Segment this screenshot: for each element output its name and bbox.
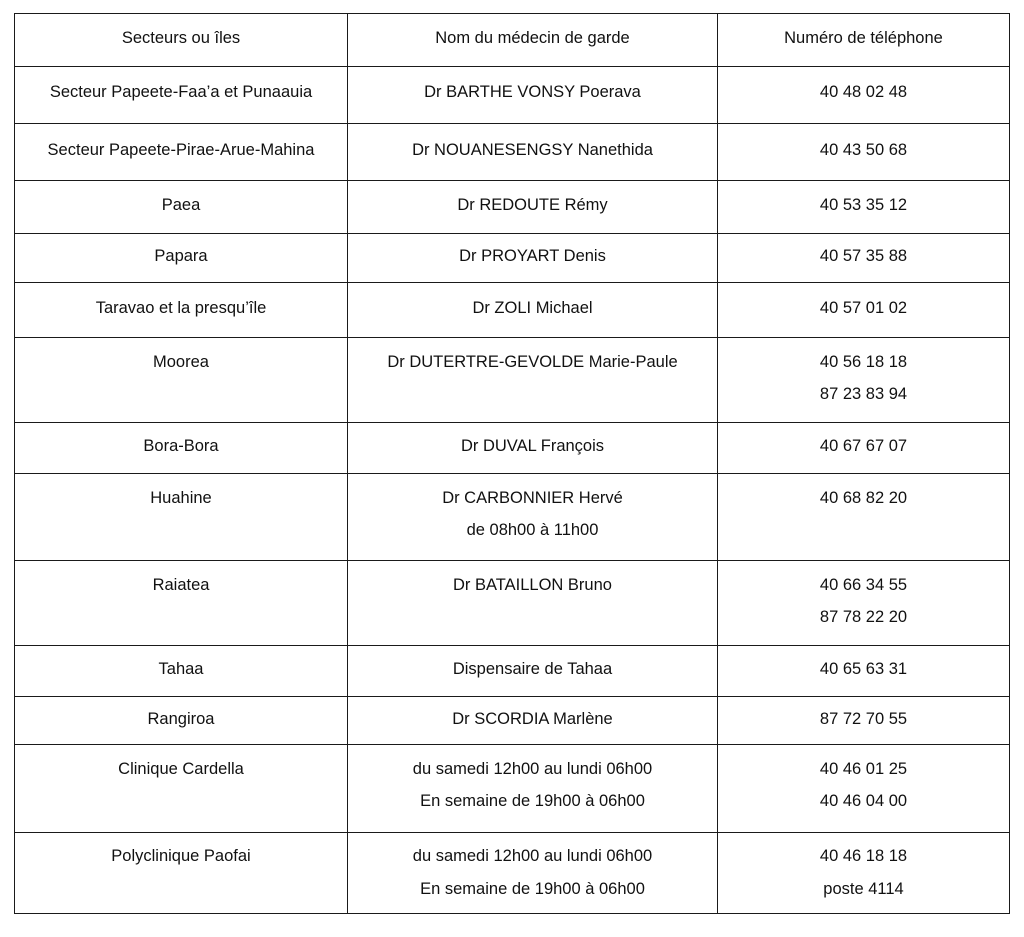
doctor-text: Dr ZOLI Michael <box>472 299 593 317</box>
sector-text: Raiatea <box>152 576 210 594</box>
doctor-cell <box>348 745 718 833</box>
doctor-cell <box>348 124 718 181</box>
doctor-cell <box>348 283 718 338</box>
sector-cell <box>15 561 348 646</box>
sector-cell <box>15 745 348 833</box>
sector-cell <box>15 234 348 283</box>
phone-text: 40 46 01 25 <box>819 760 908 778</box>
table-row <box>15 338 1010 423</box>
doctor-cell <box>348 181 718 234</box>
sector-cell <box>15 833 348 914</box>
phone-text-secondary: 87 78 22 20 <box>819 608 908 626</box>
doctor-hours-text: de 08h00 à 11h00 <box>466 521 599 539</box>
phone-text: 40 48 02 48 <box>819 83 908 101</box>
sector-cell <box>15 338 348 423</box>
phone-cell <box>718 833 1010 914</box>
phone-cell <box>718 181 1010 234</box>
phone-text: 40 43 50 68 <box>819 141 908 159</box>
phone-cell <box>718 234 1010 283</box>
sector-text: Bora-Bora <box>143 437 219 455</box>
sector-text: Papara <box>154 247 208 265</box>
table-row <box>15 646 1010 697</box>
table-row <box>15 745 1010 833</box>
header-sector <box>15 14 348 67</box>
phone-cell <box>718 745 1010 833</box>
sector-text: Taravao et la presqu’île <box>95 299 267 317</box>
phone-text: 40 57 35 88 <box>819 247 908 265</box>
doctor-cell <box>348 67 718 124</box>
table-row <box>15 283 1010 338</box>
doctor-text: Dr PROYART Denis <box>459 247 606 265</box>
doctor-hours-text: En semaine de 19h00 à 06h00 <box>420 792 645 810</box>
table-row <box>15 697 1010 745</box>
phone-text: 87 72 70 55 <box>819 710 908 728</box>
sector-text: Huahine <box>150 489 212 507</box>
doctor-text: Dr NOUANESENGSY Nanethida <box>412 141 653 159</box>
phone-cell <box>718 423 1010 474</box>
doctor-cell <box>348 833 718 914</box>
phone-cell <box>718 697 1010 745</box>
sector-cell <box>15 283 348 338</box>
sector-text: Tahaa <box>158 660 204 678</box>
phone-text: 40 53 35 12 <box>819 196 908 214</box>
phone-text: 40 46 18 18 <box>819 847 908 865</box>
phone-text: 40 57 01 02 <box>819 299 908 317</box>
sector-text: Clinique Cardella <box>118 760 244 778</box>
doctor-cell <box>348 474 718 561</box>
on-call-doctors-table <box>14 13 1010 914</box>
sector-text: Moorea <box>153 353 209 371</box>
sector-cell <box>15 423 348 474</box>
header-row <box>15 14 1010 67</box>
phone-text: 40 65 63 31 <box>819 660 908 678</box>
doctor-text: du samedi 12h00 au lundi 06h00 <box>412 847 653 865</box>
doctor-cell <box>348 338 718 423</box>
doctor-hours-text: En semaine de 19h00 à 06h00 <box>420 880 645 898</box>
doctor-cell <box>348 561 718 646</box>
doctor-cell <box>348 234 718 283</box>
doctor-cell <box>348 697 718 745</box>
header-doctor-text: Nom du médecin de garde <box>435 29 630 47</box>
table-row <box>15 124 1010 181</box>
sector-cell <box>15 474 348 561</box>
phone-text: 40 68 82 20 <box>819 489 908 507</box>
sector-text: Paea <box>161 196 201 214</box>
phone-cell <box>718 561 1010 646</box>
sector-text: Rangiroa <box>147 710 215 728</box>
sector-cell <box>15 67 348 124</box>
phone-text-secondary: 87 23 83 94 <box>819 385 908 403</box>
sector-cell <box>15 181 348 234</box>
doctor-cell <box>348 423 718 474</box>
sector-text: Secteur Papeete-Faa’a et Punaauia <box>49 83 313 101</box>
phone-text: 40 56 18 18 <box>819 353 908 371</box>
sector-cell <box>15 697 348 745</box>
doctor-text: Dr BARTHE VONSY Poerava <box>424 83 641 101</box>
table-row <box>15 833 1010 914</box>
phone-text-secondary: poste 4114 <box>823 880 904 898</box>
table-row <box>15 561 1010 646</box>
sector-text: Secteur Papeete-Pirae-Arue-Mahina <box>47 141 315 159</box>
phone-text-secondary: 40 46 04 00 <box>819 792 908 810</box>
doctor-text: Dr REDOUTE Rémy <box>457 196 608 214</box>
sector-text: Polyclinique Paofai <box>111 847 251 865</box>
header-doctor <box>348 14 718 67</box>
table-row <box>15 474 1010 561</box>
doctor-text: du samedi 12h00 au lundi 06h00 <box>412 760 653 778</box>
header-sector-text: Secteurs ou îles <box>121 29 241 47</box>
phone-text: 40 67 67 07 <box>819 437 908 455</box>
header-phone <box>718 14 1010 67</box>
doctor-text: Dr SCORDIA Marlène <box>452 710 613 728</box>
header-phone-text: Numéro de téléphone <box>784 29 943 47</box>
phone-cell <box>718 67 1010 124</box>
doctor-cell <box>348 646 718 697</box>
doctor-text: Dr BATAILLON Bruno <box>453 576 612 594</box>
phone-cell <box>718 124 1010 181</box>
doctor-text: Dr DUVAL François <box>460 437 605 455</box>
phone-cell <box>718 338 1010 423</box>
sector-cell <box>15 124 348 181</box>
doctor-text: Dispensaire de Tahaa <box>452 660 613 678</box>
phone-cell <box>718 283 1010 338</box>
phone-text: 40 66 34 55 <box>819 576 908 594</box>
table-row <box>15 234 1010 283</box>
table-row <box>15 181 1010 234</box>
phone-cell <box>718 474 1010 561</box>
table-row <box>15 67 1010 124</box>
doctor-text: Dr DUTERTRE-GEVOLDE Marie-Paule <box>387 353 678 371</box>
doctor-text: Dr CARBONNIER Hervé <box>442 489 623 507</box>
table-row <box>15 423 1010 474</box>
phone-cell <box>718 646 1010 697</box>
sector-cell <box>15 646 348 697</box>
